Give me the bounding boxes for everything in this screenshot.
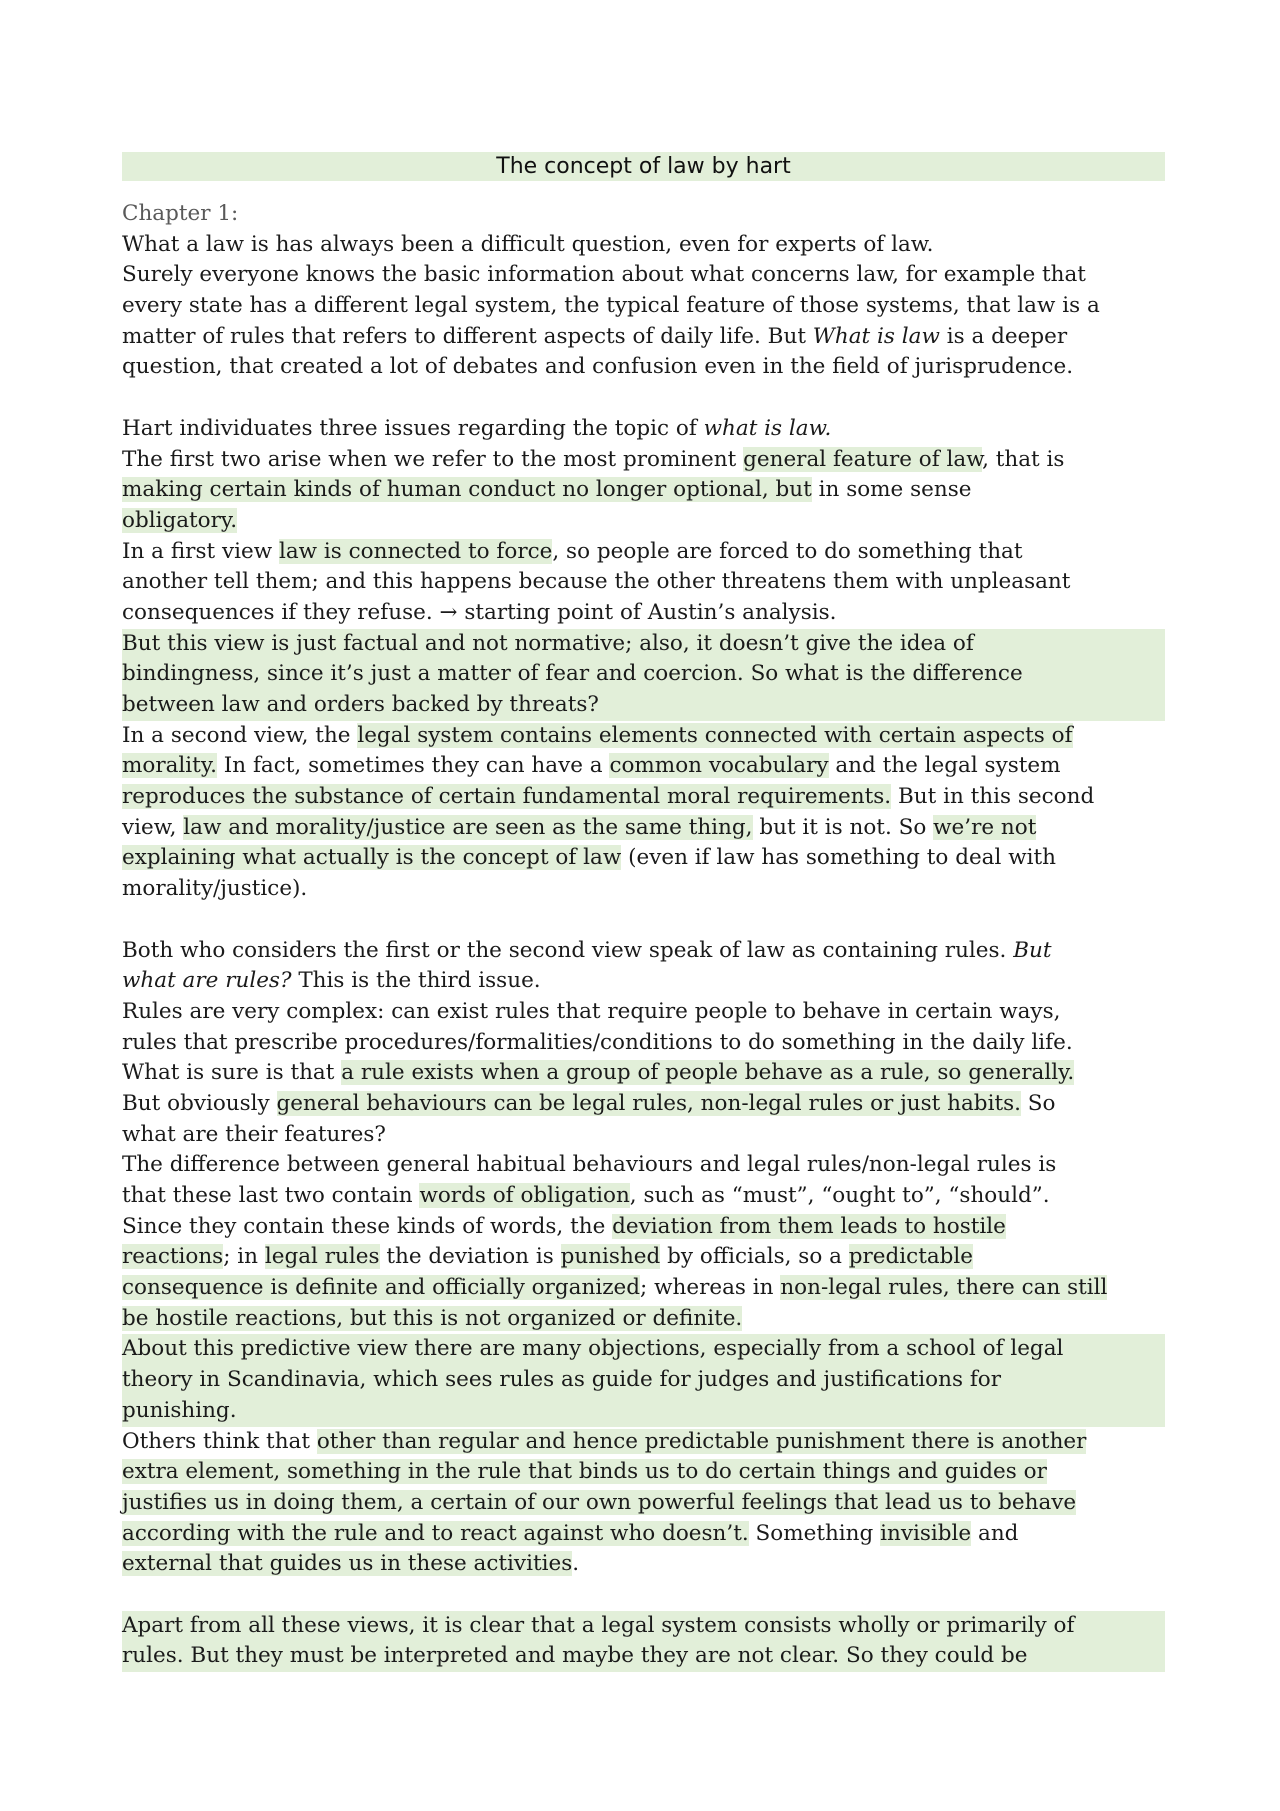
highlight: according with the rule and to react against who doesn’t. — [122, 1520, 749, 1546]
text-line: external that guides us in these activities. — [122, 1551, 580, 1577]
text-line: another tell them; and this happens because the other threatens them with unpleasant — [122, 569, 1071, 595]
highlight-line: rules. But they must be interpreted and maybe they are not clear. So they could be — [122, 1641, 1165, 1672]
text-line: according with the rule and to react against who doesn’t. Something invisible and — [122, 1520, 1019, 1546]
text-line: morality/justice). — [122, 876, 308, 902]
highlight-line: between law and orders backed by threats? — [122, 690, 1165, 721]
highlight: other than regular and hence predictable punishment there is another — [316, 1428, 1087, 1454]
text-line: The difference between general habitual behaviours and legal rules/non-legal rules is — [122, 1152, 1057, 1178]
text-line — [122, 1488, 1202, 1519]
highlight: be hostile reactions, but this is not organized or definite. — [122, 1305, 743, 1331]
highlight-line: But this view is just factual and not normative; also, it doesn’t give the idea of — [122, 629, 1165, 660]
text-line: what are their features? — [122, 1121, 386, 1147]
text-line: In a second view, the legal system contains elements connected with certain aspects of — [122, 722, 1073, 748]
highlight: making certain kinds of human conduct no longer optional, but — [122, 477, 812, 503]
highlight: a rule exists when a group of people behave as a rule, so generally. — [341, 1060, 1075, 1086]
text-line: Rules are very complex: can exist rules that require people to behave in certain ways, — [122, 998, 1061, 1024]
highlight-line: Apart from all these views, it is clear that a legal system consists wholly or primarily of — [122, 1611, 1165, 1642]
text-line — [122, 506, 1202, 537]
text-line — [122, 1304, 1202, 1335]
text-line: every state has a different legal system, the typical feature of those systems, that law is a — [122, 293, 1100, 319]
highlight-line: punishing. — [122, 1396, 1165, 1427]
highlight: general feature of law — [743, 446, 983, 472]
text-line — [122, 1457, 1202, 1488]
document-body — [122, 199, 1202, 1672]
text-line: Surely everyone knows the basic information about what concerns law, for example that — [122, 262, 1086, 288]
text-line: consequence is definite and officially organized; whereas in non-legal rules, there can still — [122, 1275, 1108, 1301]
highlight: external that guides us in these activities — [122, 1551, 573, 1577]
highlight: reactions — [122, 1244, 224, 1270]
text-line: making certain kinds of human conduct no longer optional, but in some sense — [122, 477, 972, 503]
text-line: In a first view law is connected to force, so people are forced to do something that — [122, 538, 1023, 564]
highlight: non-legal rules, there can still — [780, 1275, 1108, 1301]
text-line: The first two arise when we refer to the most prominent general feature of law, that is — [122, 446, 1065, 472]
highlight: invisible — [880, 1520, 972, 1546]
highlight: we’re not — [933, 814, 1037, 840]
text-line: matter of rules that refers to different aspects of daily life. But What is law is a deeper — [122, 323, 1068, 349]
highlight: law and morality/justice are seen as the same thing, — [183, 814, 753, 840]
highlight: morality. — [122, 753, 217, 779]
highlight: words of obligation — [419, 1183, 630, 1208]
highlight-line: About this predictive view there are many objections, especially from a school of legal — [122, 1334, 1165, 1365]
text-line: What a law is has always been a difficult question, even for experts of law. — [122, 231, 934, 257]
text-line: what are rules? This is the third issue. — [122, 968, 541, 994]
text-line: morality. In fact, sometimes they can have a common vocabulary and the legal system — [122, 753, 1061, 779]
text-line: Hart individuates three issues regarding the topic of what is law. — [122, 415, 832, 441]
document-title: The concept of law by hart — [122, 152, 1165, 181]
highlight: explaining what actually is the concept of law — [122, 845, 622, 871]
highlight: legal rules — [264, 1244, 380, 1270]
text-line: What is sure is that a rule exists when a group of people behave as a rule, so generally. — [122, 1060, 1075, 1086]
highlight: legal system contains elements connected with certain aspects of — [357, 722, 1073, 748]
chapter-heading: Chapter 1: — [122, 201, 239, 226]
highlight: common vocabulary — [609, 753, 829, 779]
highlight-line: theory in Scandinavia, which sees rules as guide for judges and justifications for — [122, 1365, 1165, 1396]
highlight: general behaviours can be legal rules, non-legal rules or just habits. — [276, 1090, 1021, 1116]
text-line: Others think that other than regular and hence predictable punishment there is another — [122, 1428, 1087, 1454]
highlight: punished — [560, 1244, 661, 1270]
text-line: Both who considers the first or the second view speak of law as containing rules. But — [122, 937, 1052, 963]
highlight: justifies us in doing them, a certain of our own powerful feelings that lead us to behave — [122, 1489, 1077, 1515]
text-line: that these last two contain words of obligation, such as “must”, “ought to”, “should”. — [122, 1183, 1050, 1208]
text-line: consequences if they refuse. → starting point of Austin’s analysis. — [122, 599, 837, 625]
text-line: Since they contain these kinds of words, the deviation from them leads to hostile — [122, 1213, 1006, 1239]
text-line: rules that prescribe procedures/formalities/conditions to do something in the daily life. — [122, 1029, 1073, 1055]
highlight-line: bindingness, since it’s just a matter of fear and coercion. So what is the difference — [122, 659, 1165, 690]
text-line: question, that created a lot of debates and confusion even in the field of jurisprudence. — [122, 354, 1074, 380]
highlight: reproduces the substance of certain fundamental moral requirements. — [122, 784, 892, 810]
highlight: law is connected to force — [278, 538, 553, 564]
text-line: But obviously general behaviours can be legal rules, non-legal rules or just habits. So — [122, 1090, 1056, 1116]
highlight: consequence is definite and officially organized — [122, 1275, 641, 1301]
highlight: extra element, something in the rule that binds us to do certain things and guides or — [122, 1459, 1047, 1485]
text-line: explaining what actually is the concept of law (even if law has something to deal with — [122, 845, 1056, 871]
highlight: deviation from them leads to hostile — [612, 1213, 1006, 1239]
text-line: reactions; in legal rules the deviation is punished by officials, so a predictable — [122, 1244, 974, 1270]
highlight: predictable — [848, 1244, 974, 1270]
text-line: reproduces the substance of certain fundamental moral requirements. But in this second — [122, 784, 1095, 810]
text-line: view, law and morality/justice are seen as the same thing, but it is not. So we’re not — [122, 814, 1037, 840]
highlight: obligatory. — [122, 507, 238, 533]
